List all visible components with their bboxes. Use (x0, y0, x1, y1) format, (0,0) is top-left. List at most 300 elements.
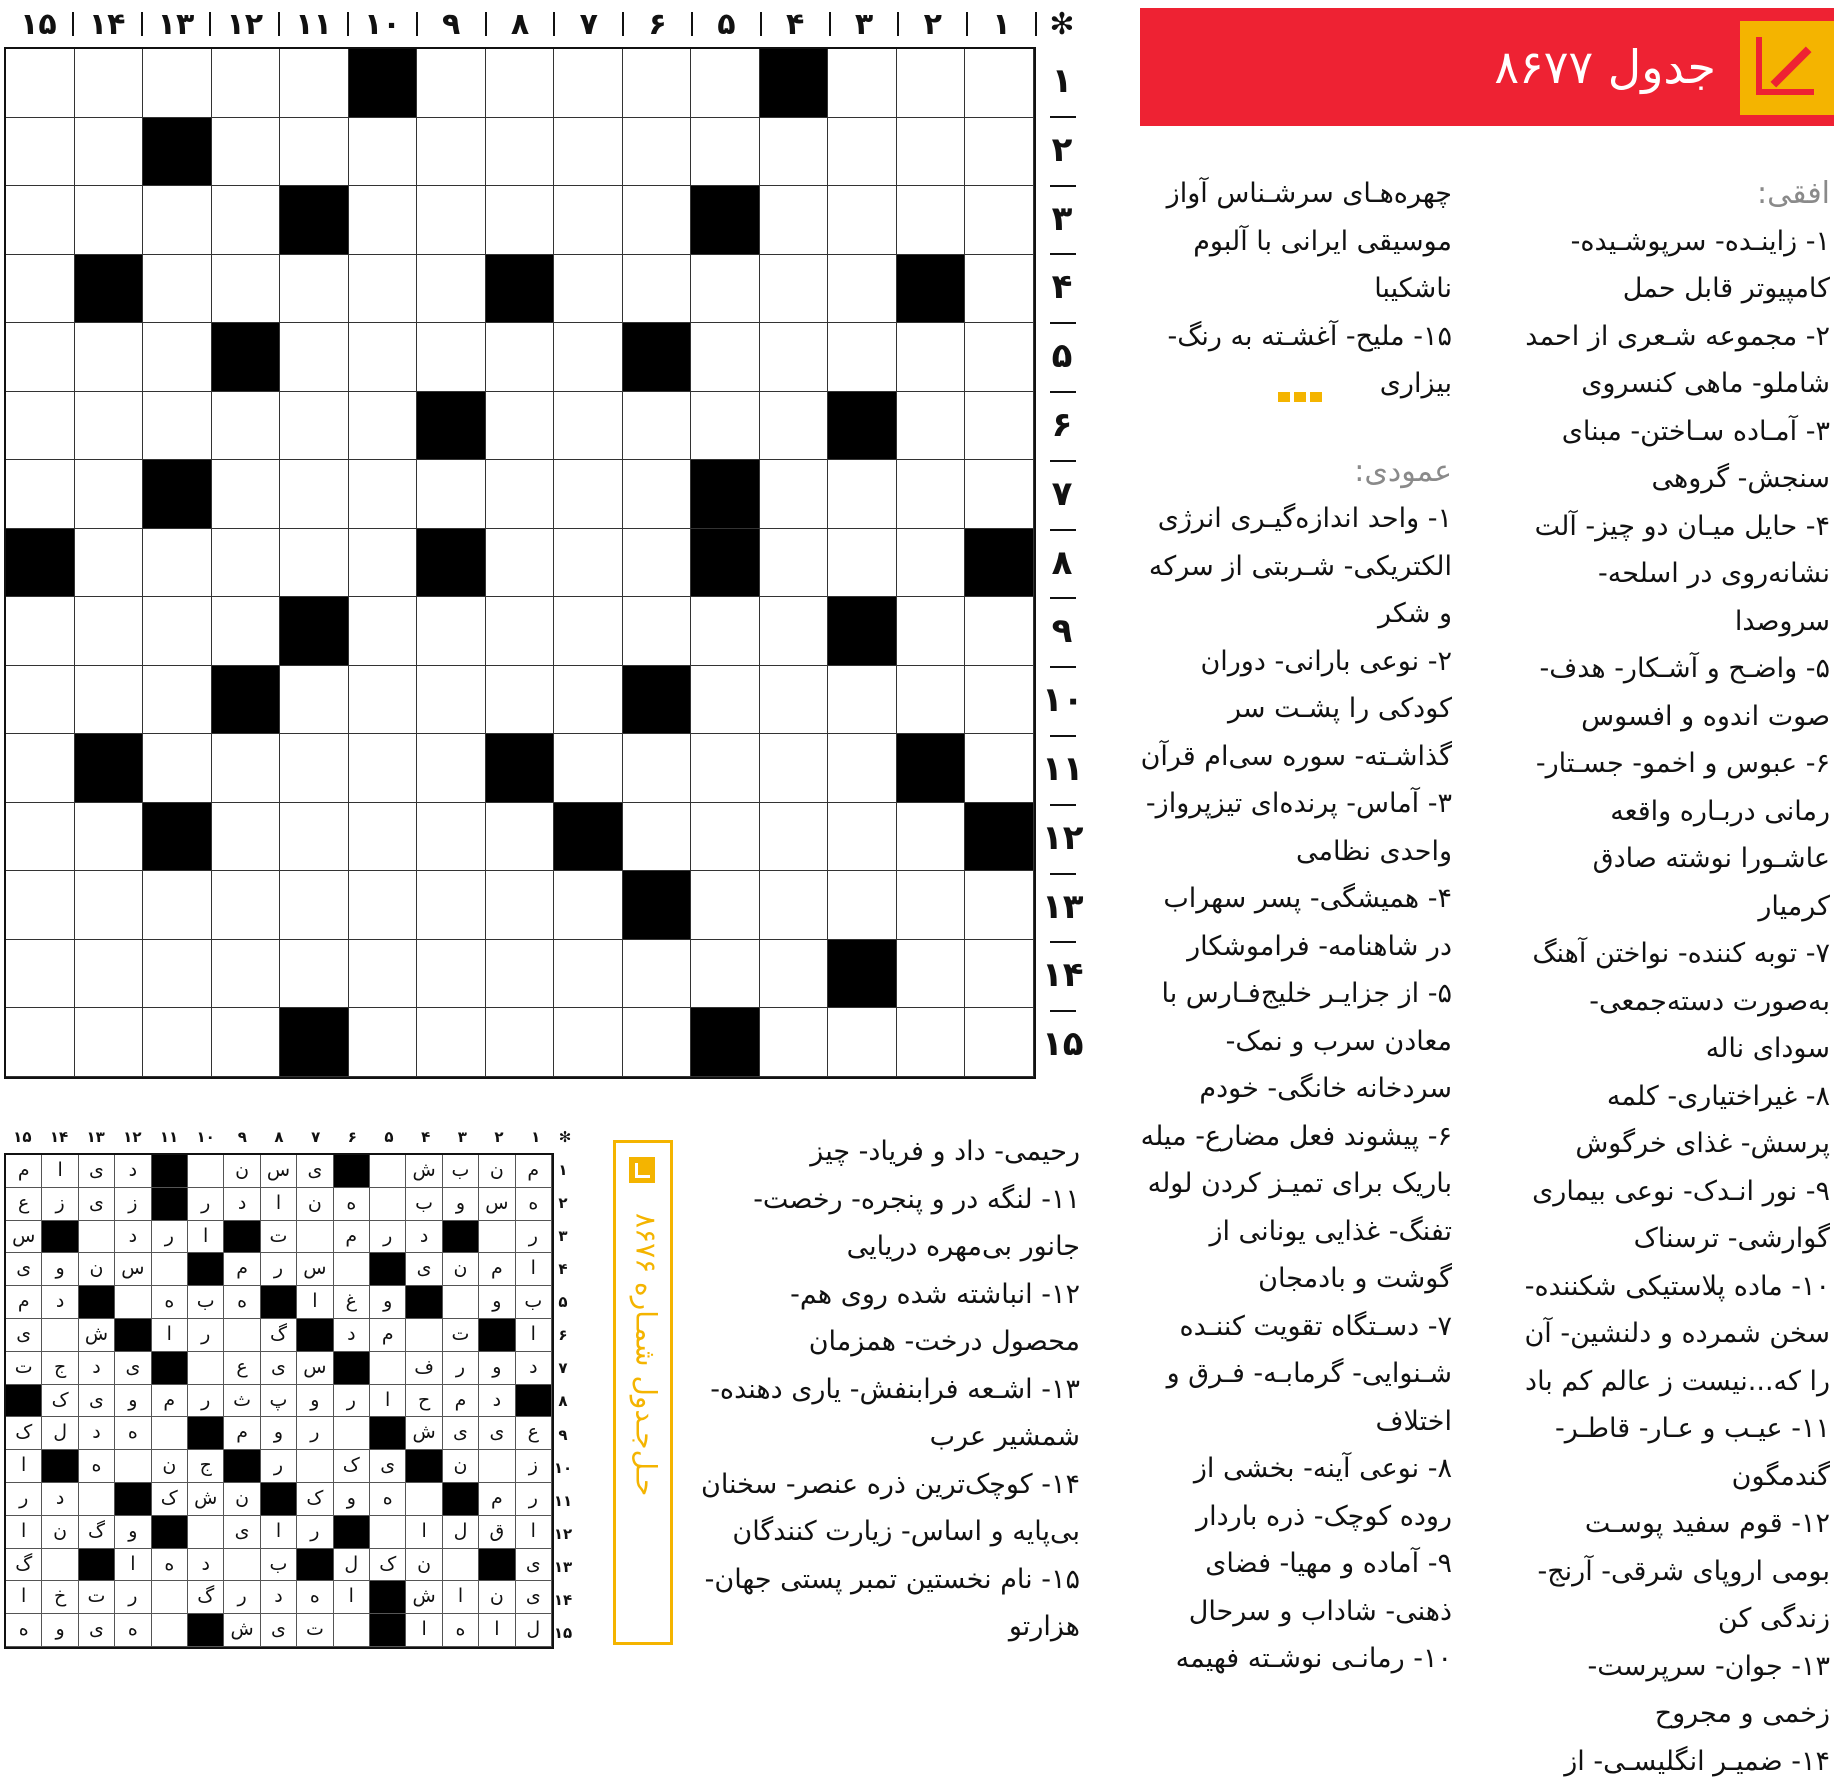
solution-cell: ش (406, 1155, 442, 1188)
grid-cell[interactable] (691, 734, 760, 803)
grid-cell[interactable] (691, 323, 760, 392)
grid-cell[interactable] (623, 734, 692, 803)
solution-cell (79, 1483, 115, 1516)
grid-cell[interactable] (212, 803, 281, 872)
grid-cell[interactable] (6, 460, 75, 529)
puzzle-header (1140, 8, 1834, 126)
grid-cell[interactable] (75, 1008, 144, 1077)
grid-cell[interactable] (6, 323, 75, 392)
solution-cell: ج (188, 1450, 224, 1483)
grid-cell[interactable] (760, 118, 829, 187)
grid-cell[interactable] (349, 255, 418, 324)
grid-cell[interactable] (965, 392, 1034, 461)
grid-cell[interactable] (280, 803, 349, 872)
grid-cell[interactable] (554, 186, 623, 255)
grid-cell[interactable] (280, 323, 349, 392)
solution-cell (115, 1450, 151, 1483)
grid-cell[interactable] (6, 392, 75, 461)
solution-cell: ه (152, 1286, 188, 1319)
solution-cell: ا (261, 1516, 297, 1549)
solution-cell: ل (516, 1614, 552, 1647)
grid-cell[interactable] (760, 940, 829, 1009)
grid-cell[interactable] (417, 460, 486, 529)
grid-cell[interactable] (897, 460, 966, 529)
grid-cell[interactable] (280, 940, 349, 1009)
grid-cell[interactable] (897, 871, 966, 940)
grid-cell[interactable] (6, 1008, 75, 1077)
grid-cell[interactable] (349, 460, 418, 529)
solution-cell: ن (479, 1581, 515, 1614)
grid-cell[interactable] (75, 597, 144, 666)
solution-cell: ر (297, 1516, 333, 1549)
grid-cell[interactable] (280, 460, 349, 529)
grid-cell[interactable] (349, 734, 418, 803)
grid-cell[interactable] (417, 734, 486, 803)
grid-cell[interactable] (554, 529, 623, 598)
grid-cell[interactable] (760, 597, 829, 666)
grid-cell[interactable] (760, 666, 829, 735)
grid-cell[interactable] (349, 118, 418, 187)
grid-cell[interactable] (143, 871, 212, 940)
separator-dots-icon (1278, 392, 1322, 402)
solution-row-number: ۴ (550, 1260, 576, 1278)
grid-cell[interactable] (212, 597, 281, 666)
grid-cell[interactable] (897, 597, 966, 666)
grid-cell[interactable] (143, 597, 212, 666)
solution-cell: ع (516, 1417, 552, 1450)
grid-cell[interactable] (828, 49, 897, 118)
grid-cell[interactable] (897, 666, 966, 735)
grid-cell[interactable] (828, 1008, 897, 1077)
solution-cell: د (261, 1581, 297, 1614)
solution-column-number: ۱۴ (41, 1128, 78, 1146)
solution-cell: ی (224, 1516, 260, 1549)
grid-cell[interactable] (965, 255, 1034, 324)
grid-cell[interactable] (75, 940, 144, 1009)
grid-cell[interactable] (280, 529, 349, 598)
solution-cell: ب (443, 1155, 479, 1188)
grid-cell[interactable] (965, 871, 1034, 940)
grid-cell[interactable] (143, 666, 212, 735)
crossword-grid (4, 47, 1036, 1079)
grid-cell[interactable] (554, 1008, 623, 1077)
solution-column-number: ۶ (334, 1128, 371, 1146)
column-number: ✻ (1042, 8, 1082, 42)
grid-cell[interactable] (75, 871, 144, 940)
grid-cell[interactable] (554, 666, 623, 735)
solution-cell: ی (516, 1581, 552, 1614)
grid-cell[interactable] (212, 392, 281, 461)
solution-cell: ز (115, 1188, 151, 1221)
grid-cell[interactable] (143, 940, 212, 1009)
solution-cell: ه (115, 1417, 151, 1450)
grid-cell[interactable] (212, 734, 281, 803)
grid-cell[interactable] (486, 323, 555, 392)
grid-cell[interactable] (828, 529, 897, 598)
grid-cell[interactable] (417, 597, 486, 666)
grid-cell[interactable] (554, 49, 623, 118)
grid-cell[interactable] (212, 118, 281, 187)
grid-cell[interactable] (691, 118, 760, 187)
solution-cell: ش (406, 1581, 442, 1614)
black-cell (212, 323, 281, 392)
grid-cell[interactable] (828, 323, 897, 392)
grid-cell[interactable] (965, 666, 1034, 735)
grid-cell[interactable] (554, 255, 623, 324)
black-cell (486, 255, 555, 324)
down-clue: ۱۵- نام نخستین تمبر پستی جهان- هزارتو (700, 1556, 1080, 1651)
solution-cell: ر (261, 1450, 297, 1483)
grid-cell[interactable] (75, 49, 144, 118)
grid-cell[interactable] (897, 529, 966, 598)
grid-cell[interactable] (212, 1008, 281, 1077)
solution-cell: م (6, 1155, 42, 1188)
grid-cell[interactable] (691, 597, 760, 666)
black-cell (760, 49, 829, 118)
grid-cell[interactable] (75, 460, 144, 529)
grid-cell[interactable] (828, 255, 897, 324)
grid-cell[interactable] (143, 1008, 212, 1077)
black-cell (143, 118, 212, 187)
grid-cell[interactable] (897, 803, 966, 872)
grid-cell[interactable] (554, 871, 623, 940)
solution-black-cell (370, 1614, 406, 1647)
row-separator (1050, 804, 1076, 806)
grid-cell[interactable] (760, 460, 829, 529)
solution-cell: ر (297, 1417, 333, 1450)
grid-cell[interactable] (897, 49, 966, 118)
grid-cell[interactable] (691, 392, 760, 461)
grid-cell[interactable] (554, 392, 623, 461)
grid-cell[interactable] (6, 597, 75, 666)
grid-cell[interactable] (75, 118, 144, 187)
grid-cell[interactable] (828, 871, 897, 940)
grid-cell[interactable] (554, 118, 623, 187)
grid-cell[interactable] (554, 734, 623, 803)
solution-cell: ب (406, 1188, 442, 1221)
solution-cell: م (443, 1385, 479, 1418)
grid-cell[interactable] (212, 529, 281, 598)
column-separator (553, 12, 555, 36)
solution-cell (115, 1286, 151, 1319)
grid-cell[interactable] (417, 940, 486, 1009)
solution-cell: ه (334, 1188, 370, 1221)
solution-cell (406, 1483, 442, 1516)
grid-cell[interactable] (623, 803, 692, 872)
grid-cell[interactable] (417, 323, 486, 392)
grid-cell[interactable] (486, 940, 555, 1009)
grid-cell[interactable] (349, 666, 418, 735)
grid-cell[interactable] (691, 940, 760, 1009)
black-cell (691, 460, 760, 529)
grid-cell[interactable] (212, 186, 281, 255)
grid-cell[interactable] (143, 255, 212, 324)
solution-black-cell (370, 1253, 406, 1286)
grid-cell[interactable] (486, 529, 555, 598)
grid-cell[interactable] (143, 186, 212, 255)
grid-cell[interactable] (760, 871, 829, 940)
grid-cell[interactable] (212, 871, 281, 940)
grid-cell[interactable] (486, 392, 555, 461)
black-cell (486, 734, 555, 803)
grid-cell[interactable] (486, 118, 555, 187)
grid-cell[interactable] (760, 323, 829, 392)
grid-cell[interactable] (965, 323, 1034, 392)
solution-cell: س (479, 1188, 515, 1221)
grid-cell[interactable] (623, 597, 692, 666)
grid-cell[interactable] (828, 734, 897, 803)
solution-black-cell (115, 1483, 151, 1516)
row-separator (1050, 666, 1076, 668)
grid-cell[interactable] (623, 1008, 692, 1077)
solution-cell (188, 1516, 224, 1549)
solution-row-number: ۳ (550, 1227, 576, 1245)
grid-cell[interactable] (75, 803, 144, 872)
grid-cell[interactable] (760, 1008, 829, 1077)
grid-cell[interactable] (280, 255, 349, 324)
solution-cell (152, 1614, 188, 1647)
solution-cell: د (115, 1221, 151, 1254)
solution-cell: ع (224, 1352, 260, 1385)
down-clue: ۱۰- رمانـی نوشـته فهیمه (1140, 1635, 1452, 1683)
solution-cell (370, 1516, 406, 1549)
grid-cell[interactable] (349, 323, 418, 392)
grid-cell[interactable] (965, 1008, 1034, 1077)
grid-cell[interactable] (623, 49, 692, 118)
solution-cell: ک (42, 1385, 78, 1418)
across-clue: چهره‌هـای سرشـناس آواز موسیقی ایرانی با آلبوم ناشکیبا (1140, 170, 1452, 313)
row-number: ۱۰ (1042, 666, 1082, 734)
grid-cell[interactable] (349, 1008, 418, 1077)
grid-cell[interactable] (965, 118, 1034, 187)
solution-cell (370, 1155, 406, 1188)
grid-cell[interactable] (486, 186, 555, 255)
solution-cell: ل (334, 1549, 370, 1582)
grid-cell[interactable] (897, 118, 966, 187)
solution-cell: ک (370, 1549, 406, 1582)
grid-cell[interactable] (965, 940, 1034, 1009)
grid-cell[interactable] (486, 871, 555, 940)
solution-cell: و (297, 1385, 333, 1418)
grid-cell[interactable] (75, 666, 144, 735)
solution-cell: د (79, 1417, 115, 1450)
grid-cell[interactable] (6, 255, 75, 324)
grid-cell[interactable] (554, 323, 623, 392)
grid-cell[interactable] (486, 597, 555, 666)
grid-cell[interactable] (554, 460, 623, 529)
grid-cell[interactable] (760, 255, 829, 324)
grid-cell[interactable] (349, 529, 418, 598)
solution-black-cell (152, 1516, 188, 1549)
grid-cell[interactable] (417, 186, 486, 255)
grid-cell[interactable] (691, 803, 760, 872)
grid-cell[interactable] (554, 597, 623, 666)
solution-cell: ب (188, 1286, 224, 1319)
grid-cell[interactable] (760, 529, 829, 598)
grid-cell[interactable] (897, 392, 966, 461)
grid-cell[interactable] (212, 940, 281, 1009)
grid-cell[interactable] (349, 803, 418, 872)
grid-cell[interactable] (897, 940, 966, 1009)
grid-cell[interactable] (417, 803, 486, 872)
grid-cell[interactable] (965, 597, 1034, 666)
grid-cell[interactable] (280, 392, 349, 461)
grid-cell[interactable] (623, 940, 692, 1009)
grid-cell[interactable] (143, 49, 212, 118)
grid-cell[interactable] (212, 460, 281, 529)
solution-cell: ک (152, 1483, 188, 1516)
solution-cell: س (297, 1253, 333, 1286)
grid-cell[interactable] (6, 49, 75, 118)
grid-cell[interactable] (623, 529, 692, 598)
grid-cell[interactable] (760, 803, 829, 872)
grid-cell[interactable] (828, 803, 897, 872)
grid-cell[interactable] (486, 803, 555, 872)
down-clue: ۲- نوعی بارانی- دوران کودکی را پشـت سر گذاشـته- سوره سی‌ام قرآن (1140, 638, 1452, 781)
grid-cell[interactable] (623, 392, 692, 461)
grid-cell[interactable] (691, 871, 760, 940)
grid-cell[interactable] (554, 940, 623, 1009)
grid-cell[interactable] (280, 118, 349, 187)
grid-cell[interactable] (143, 734, 212, 803)
grid-cell[interactable] (486, 666, 555, 735)
grid-cell[interactable] (760, 186, 829, 255)
grid-cell[interactable] (349, 392, 418, 461)
grid-cell[interactable] (6, 803, 75, 872)
grid-cell[interactable] (349, 940, 418, 1009)
solution-cell (479, 1221, 515, 1254)
solution-cell: ر (370, 1221, 406, 1254)
grid-cell[interactable] (280, 666, 349, 735)
grid-cell[interactable] (828, 460, 897, 529)
black-cell (965, 803, 1034, 872)
grid-cell[interactable] (417, 666, 486, 735)
solution-cell: د (42, 1483, 78, 1516)
grid-cell[interactable] (417, 1008, 486, 1077)
black-cell (280, 186, 349, 255)
column-number: ۱۴ (73, 8, 142, 42)
solution-cell: ا (406, 1516, 442, 1549)
row-number: ۸ (1042, 529, 1082, 597)
grid-cell[interactable] (965, 734, 1034, 803)
grid-cell[interactable] (760, 734, 829, 803)
grid-cell[interactable] (760, 392, 829, 461)
column-separator (209, 12, 211, 36)
grid-cell[interactable] (691, 49, 760, 118)
column-separator (347, 12, 349, 36)
grid-cell[interactable] (143, 392, 212, 461)
grid-cell[interactable] (6, 186, 75, 255)
grid-cell[interactable] (212, 255, 281, 324)
grid-cell[interactable] (965, 460, 1034, 529)
black-cell (965, 529, 1034, 598)
solution-cell: ی (261, 1352, 297, 1385)
black-cell (417, 392, 486, 461)
grid-cell[interactable] (897, 186, 966, 255)
column-number: ۸ (486, 8, 555, 42)
row-number: ۶ (1042, 391, 1082, 459)
down-clue: رحیمی- داد و فریاد- چیز (700, 1128, 1080, 1176)
grid-cell[interactable] (897, 323, 966, 392)
solution-row-number: ۱۰ (550, 1459, 576, 1477)
solution-black-cell (334, 1516, 370, 1549)
grid-cell[interactable] (75, 186, 144, 255)
grid-cell[interactable] (828, 118, 897, 187)
grid-cell[interactable] (965, 186, 1034, 255)
grid-cell[interactable] (623, 460, 692, 529)
grid-cell[interactable] (486, 460, 555, 529)
grid-cell[interactable] (623, 186, 692, 255)
down-clue: ۷- دسـتگاه تقویت کننـده شـنوایی- گرمابـه- فـرق و اختلاف (1140, 1303, 1452, 1446)
grid-cell[interactable] (965, 49, 1034, 118)
grid-cell[interactable] (75, 392, 144, 461)
solution-cell: و (261, 1417, 297, 1450)
grid-cell[interactable] (349, 597, 418, 666)
solution-cell (370, 1352, 406, 1385)
grid-cell[interactable] (6, 940, 75, 1009)
grid-cell[interactable] (897, 1008, 966, 1077)
grid-cell[interactable] (75, 529, 144, 598)
row-separator (1050, 391, 1076, 393)
solution-cell: ن (79, 1253, 115, 1286)
grid-cell[interactable] (828, 666, 897, 735)
grid-cell[interactable] (75, 323, 144, 392)
grid-cell[interactable] (349, 871, 418, 940)
grid-cell[interactable] (6, 734, 75, 803)
solution-cell (297, 1221, 333, 1254)
grid-cell[interactable] (143, 529, 212, 598)
solution-cell: و (115, 1516, 151, 1549)
grid-cell[interactable] (280, 734, 349, 803)
column-separator (897, 12, 899, 36)
column-separator (416, 12, 418, 36)
grid-cell[interactable] (486, 1008, 555, 1077)
grid-cell[interactable] (417, 49, 486, 118)
grid-cell[interactable] (280, 871, 349, 940)
solution-cell: م (479, 1253, 515, 1286)
grid-cell[interactable] (623, 255, 692, 324)
grid-cell[interactable] (417, 871, 486, 940)
column-number: ۱ (967, 8, 1036, 42)
solution-cell: غ (334, 1286, 370, 1319)
solution-cell: ف (406, 1352, 442, 1385)
grid-cell[interactable] (486, 49, 555, 118)
grid-cell[interactable] (6, 666, 75, 735)
black-cell (828, 392, 897, 461)
black-cell (75, 255, 144, 324)
solution-row-number: ۱۵ (550, 1624, 576, 1642)
grid-cell[interactable] (417, 118, 486, 187)
solution-column-number: ✻ (552, 1128, 578, 1146)
grid-cell[interactable] (143, 323, 212, 392)
grid-cell[interactable] (280, 49, 349, 118)
grid-cell[interactable] (212, 49, 281, 118)
black-cell (212, 666, 281, 735)
column-number: ۲ (898, 8, 967, 42)
grid-cell[interactable] (691, 666, 760, 735)
grid-cell[interactable] (417, 255, 486, 324)
grid-cell[interactable] (349, 186, 418, 255)
solution-row-number: ۱۳ (550, 1558, 576, 1576)
grid-cell[interactable] (828, 186, 897, 255)
grid-cell[interactable] (6, 118, 75, 187)
grid-cell[interactable] (623, 118, 692, 187)
grid-cell[interactable] (6, 871, 75, 940)
solution-cell: ا (261, 1188, 297, 1221)
grid-cell[interactable] (691, 255, 760, 324)
solution-cell: د (334, 1319, 370, 1352)
solution-cell (152, 1253, 188, 1286)
